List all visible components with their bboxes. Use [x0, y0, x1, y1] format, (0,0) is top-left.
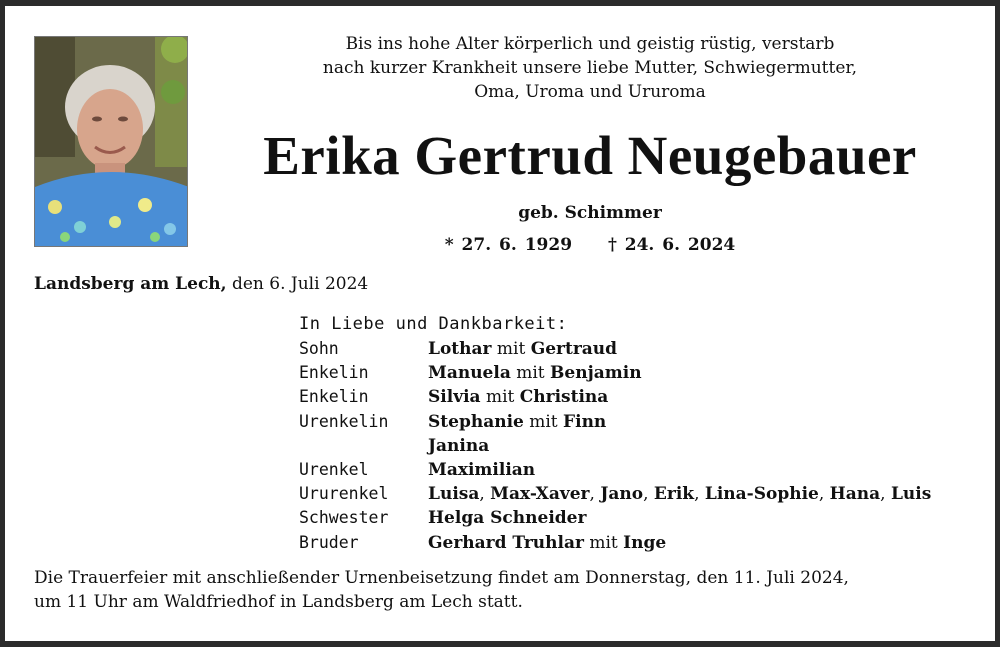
notice-date: den 6. Juli 2024 [226, 274, 369, 294]
intro-line: Oma, Uroma und Ururoma [474, 82, 706, 102]
place: Landsberg am Lech, [34, 274, 227, 294]
relation-label: Enkelin [299, 387, 369, 407]
relative-names: Helga Schneider [428, 508, 587, 529]
family-row [299, 506, 931, 530]
family-row [299, 385, 931, 409]
obituary-notice [5, 6, 995, 641]
relation-label: Enkelin [299, 363, 369, 383]
relative-names: Lothar mit Gertraud [428, 339, 618, 359]
relative-names: Luisa, Max-Xaver, Jano, Erik, Lina-Sophie, Hana, Luis [428, 484, 932, 505]
portrait-image [35, 37, 188, 247]
funeral-info [34, 566, 849, 614]
deceased-name: Erika Gertrud Neugebauer [263, 125, 917, 186]
relative-names: Manuela mit Benjamin [428, 363, 642, 384]
family-row [299, 337, 931, 361]
portrait-photo [34, 36, 188, 247]
relation-label: Ururenkel [299, 484, 389, 504]
family-row [299, 434, 931, 458]
relative-names: Janina [428, 435, 490, 456]
birth-date: * 27. 6. 1929 [444, 235, 573, 255]
relation-label: Urenkel [299, 459, 369, 479]
family-list [299, 337, 931, 555]
relative-names: Silvia mit Christina [428, 387, 609, 408]
relation-label: Urenkelin [299, 411, 389, 431]
death-date: † 24. 6. 2024 [607, 235, 736, 255]
family-row [299, 361, 931, 385]
life-dates [205, 235, 975, 255]
family-row [299, 531, 931, 555]
place-and-date [34, 274, 368, 294]
relation-label [299, 434, 428, 458]
intro-line: Bis ins hohe Alter körperlich und geistig rüstig, verstarb [345, 34, 835, 54]
family-row [299, 410, 931, 434]
birth-name: geb. Schimmer [518, 203, 662, 223]
relative-names: Stephanie mit Finn [428, 411, 607, 432]
relative-names: Gerhard Truhlar mit Inge [428, 532, 667, 553]
family-row [299, 458, 931, 482]
relation-label: Sohn [299, 339, 339, 358]
relation-label: Schwester [299, 508, 389, 528]
intro-line: nach kurzer Krankheit unsere liebe Mutter, Schwiegermutter, [322, 58, 858, 78]
family-row [299, 482, 931, 506]
relation-label: Bruder [299, 532, 359, 552]
thanks-line: In Liebe und Dankbarkeit: [299, 314, 568, 334]
intro-text [205, 32, 975, 104]
funeral-line: Die Trauerfeier mit anschließender Urnenbeisetzung findet am Donnerstag, den 11. Juli 2024, [34, 568, 849, 588]
funeral-line: um 11 Uhr am Waldfriedhof in Landsberg am Lech statt. [34, 592, 523, 612]
relative-names: Maximilian [428, 459, 536, 480]
